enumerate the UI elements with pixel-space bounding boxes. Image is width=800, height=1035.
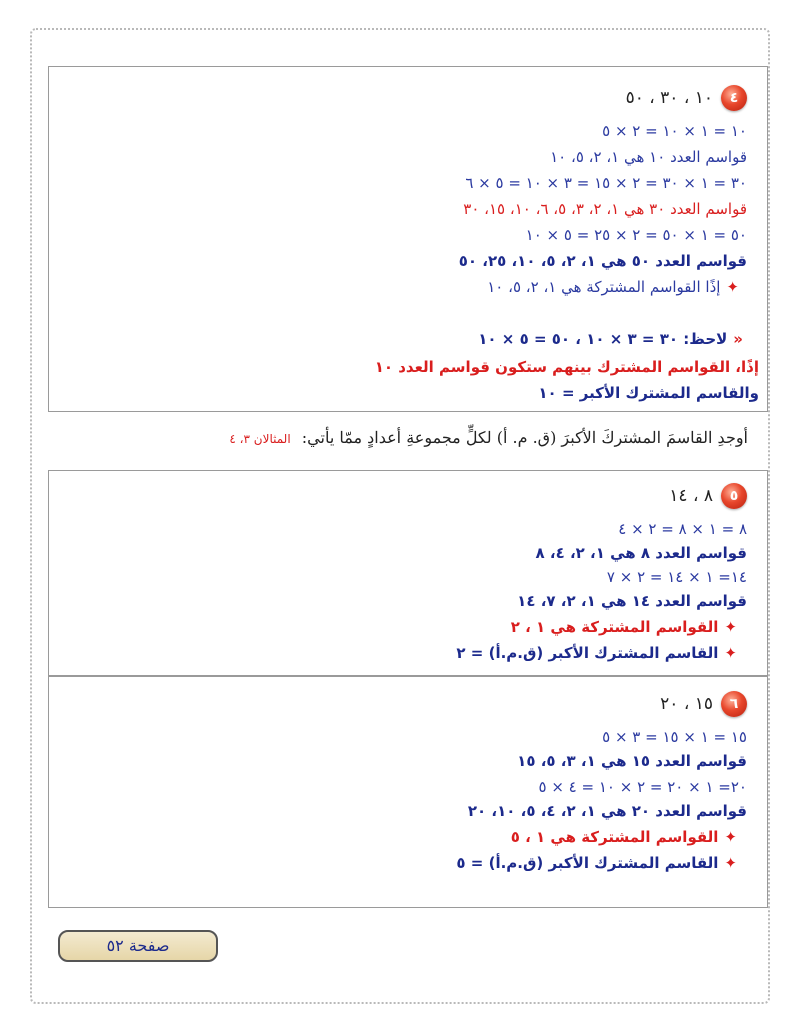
box1-line: ٣٠ = ١ × ٣٠ = ٢ × ١٥ = ٣ × ١٠ = ٥ × ٦ (465, 174, 747, 192)
box1-conclusion (487, 277, 739, 297)
exercise-5-box (48, 470, 768, 676)
box1-note (478, 329, 743, 349)
diamond-icon: ✦ (724, 828, 737, 846)
exercise-4-box (48, 66, 768, 412)
box1-line: قواسم العدد ٣٠ هي ١، ٢، ٣، ٥، ٦، ١٠، ١٥، ٣٠ (463, 200, 747, 218)
box3-line: القاسم المشترك الأكبر (ق.م.أ) = ٥ (456, 854, 719, 872)
diamond-icon: ✦ (726, 278, 739, 296)
instruction-text: أوجدِ القاسمَ المشتركَ الأكبرَ (ق. م. أ) لكلٍّ مجموعةِ أعدادٍ ممّا يأتي: (301, 428, 748, 447)
instruction-line (229, 428, 748, 447)
box2-gcf (456, 643, 737, 663)
box3-common-factors (511, 827, 737, 847)
diamond-icon: ✦ (724, 618, 737, 636)
box1-line: إذًا، القواسم المشترك بينهم ستكون قواسم العدد ١٠ (374, 358, 759, 376)
box2-line: قواسم العدد ١٤ هي ١، ٢، ٧، ١٤ (517, 592, 747, 610)
examples-reference: المثالان ٣، ٤ (229, 432, 291, 446)
box3-line: قواسم العدد ١٥ هي ١، ٣، ٥، ١٥ (517, 752, 747, 770)
exercise-6-header (660, 691, 747, 717)
exercise-6-title: ١٥ ، ٢٠ (660, 694, 713, 714)
exercise-number-badge: ٤ (721, 85, 747, 111)
box1-line: ١٠ = ١ × ١٠ = ٢ × ٥ (602, 122, 747, 140)
exercise-6-box (48, 676, 768, 908)
box2-line: ٨ = ١ × ٨ = ٢ × ٤ (618, 520, 747, 538)
box3-gcf (456, 853, 737, 873)
box3-line: ١٥ = ١ × ١٥ = ٣ × ٥ (602, 728, 747, 746)
exercise-number-badge: ٦ (721, 691, 747, 717)
box3-line: القواسم المشتركة هي ١ ، ٥ (510, 828, 719, 846)
box2-line: القاسم المشترك الأكبر (ق.م.أ) = ٢ (456, 644, 719, 662)
box1-line: قواسم العدد ١٠ هي ١، ٢، ٥، ١٠ (550, 148, 747, 166)
page-number-label: صفحة ٥٢ (58, 930, 218, 962)
box3-line: ٢٠= ١ × ٢٠ = ٢ × ١٠ = ٤ × ٥ (538, 778, 747, 796)
box2-line: القواسم المشتركة هي ١ ، ٢ (510, 618, 719, 636)
box1-line: لاحظ: ٣٠ = ٣ × ١٠ ، ٥٠ = ٥ × ١٠ (478, 330, 728, 348)
exercise-5-title: ٨ ، ١٤ (669, 486, 713, 506)
diamond-icon: ✦ (724, 854, 737, 872)
diamond-icon: ✦ (724, 644, 737, 662)
box2-common-factors (511, 617, 737, 637)
exercise-number-badge: ٥ (721, 483, 747, 509)
box2-line: ١٤= ١ × ١٤ = ٢ × ٧ (606, 568, 747, 586)
exercise-4-title: ١٠ ، ٣٠ ، ٥٠ (625, 88, 713, 108)
box1-line: ٥٠ = ١ × ٥٠ = ٢ × ٢٥ = ٥ × ١٠ (525, 226, 747, 244)
exercise-4-header (626, 85, 747, 111)
double-arrow-icon: « (733, 330, 743, 348)
box1-line: قواسم العدد ٥٠ هي ١، ٢، ٥، ١٠، ٢٥، ٥٠ (458, 252, 747, 270)
box1-line: والقاسم المشترك الأكبر = ١٠ (538, 384, 759, 402)
box1-line: إذًا القواسم المشتركة هي ١، ٢، ٥، ١٠ (487, 278, 721, 296)
box2-line: قواسم العدد ٨ هي ١، ٢، ٤، ٨ (535, 544, 747, 562)
exercise-5-header (669, 483, 747, 509)
box3-line: قواسم العدد ٢٠ هي ١، ٢، ٤، ٥، ١٠، ٢٠ (467, 802, 747, 820)
